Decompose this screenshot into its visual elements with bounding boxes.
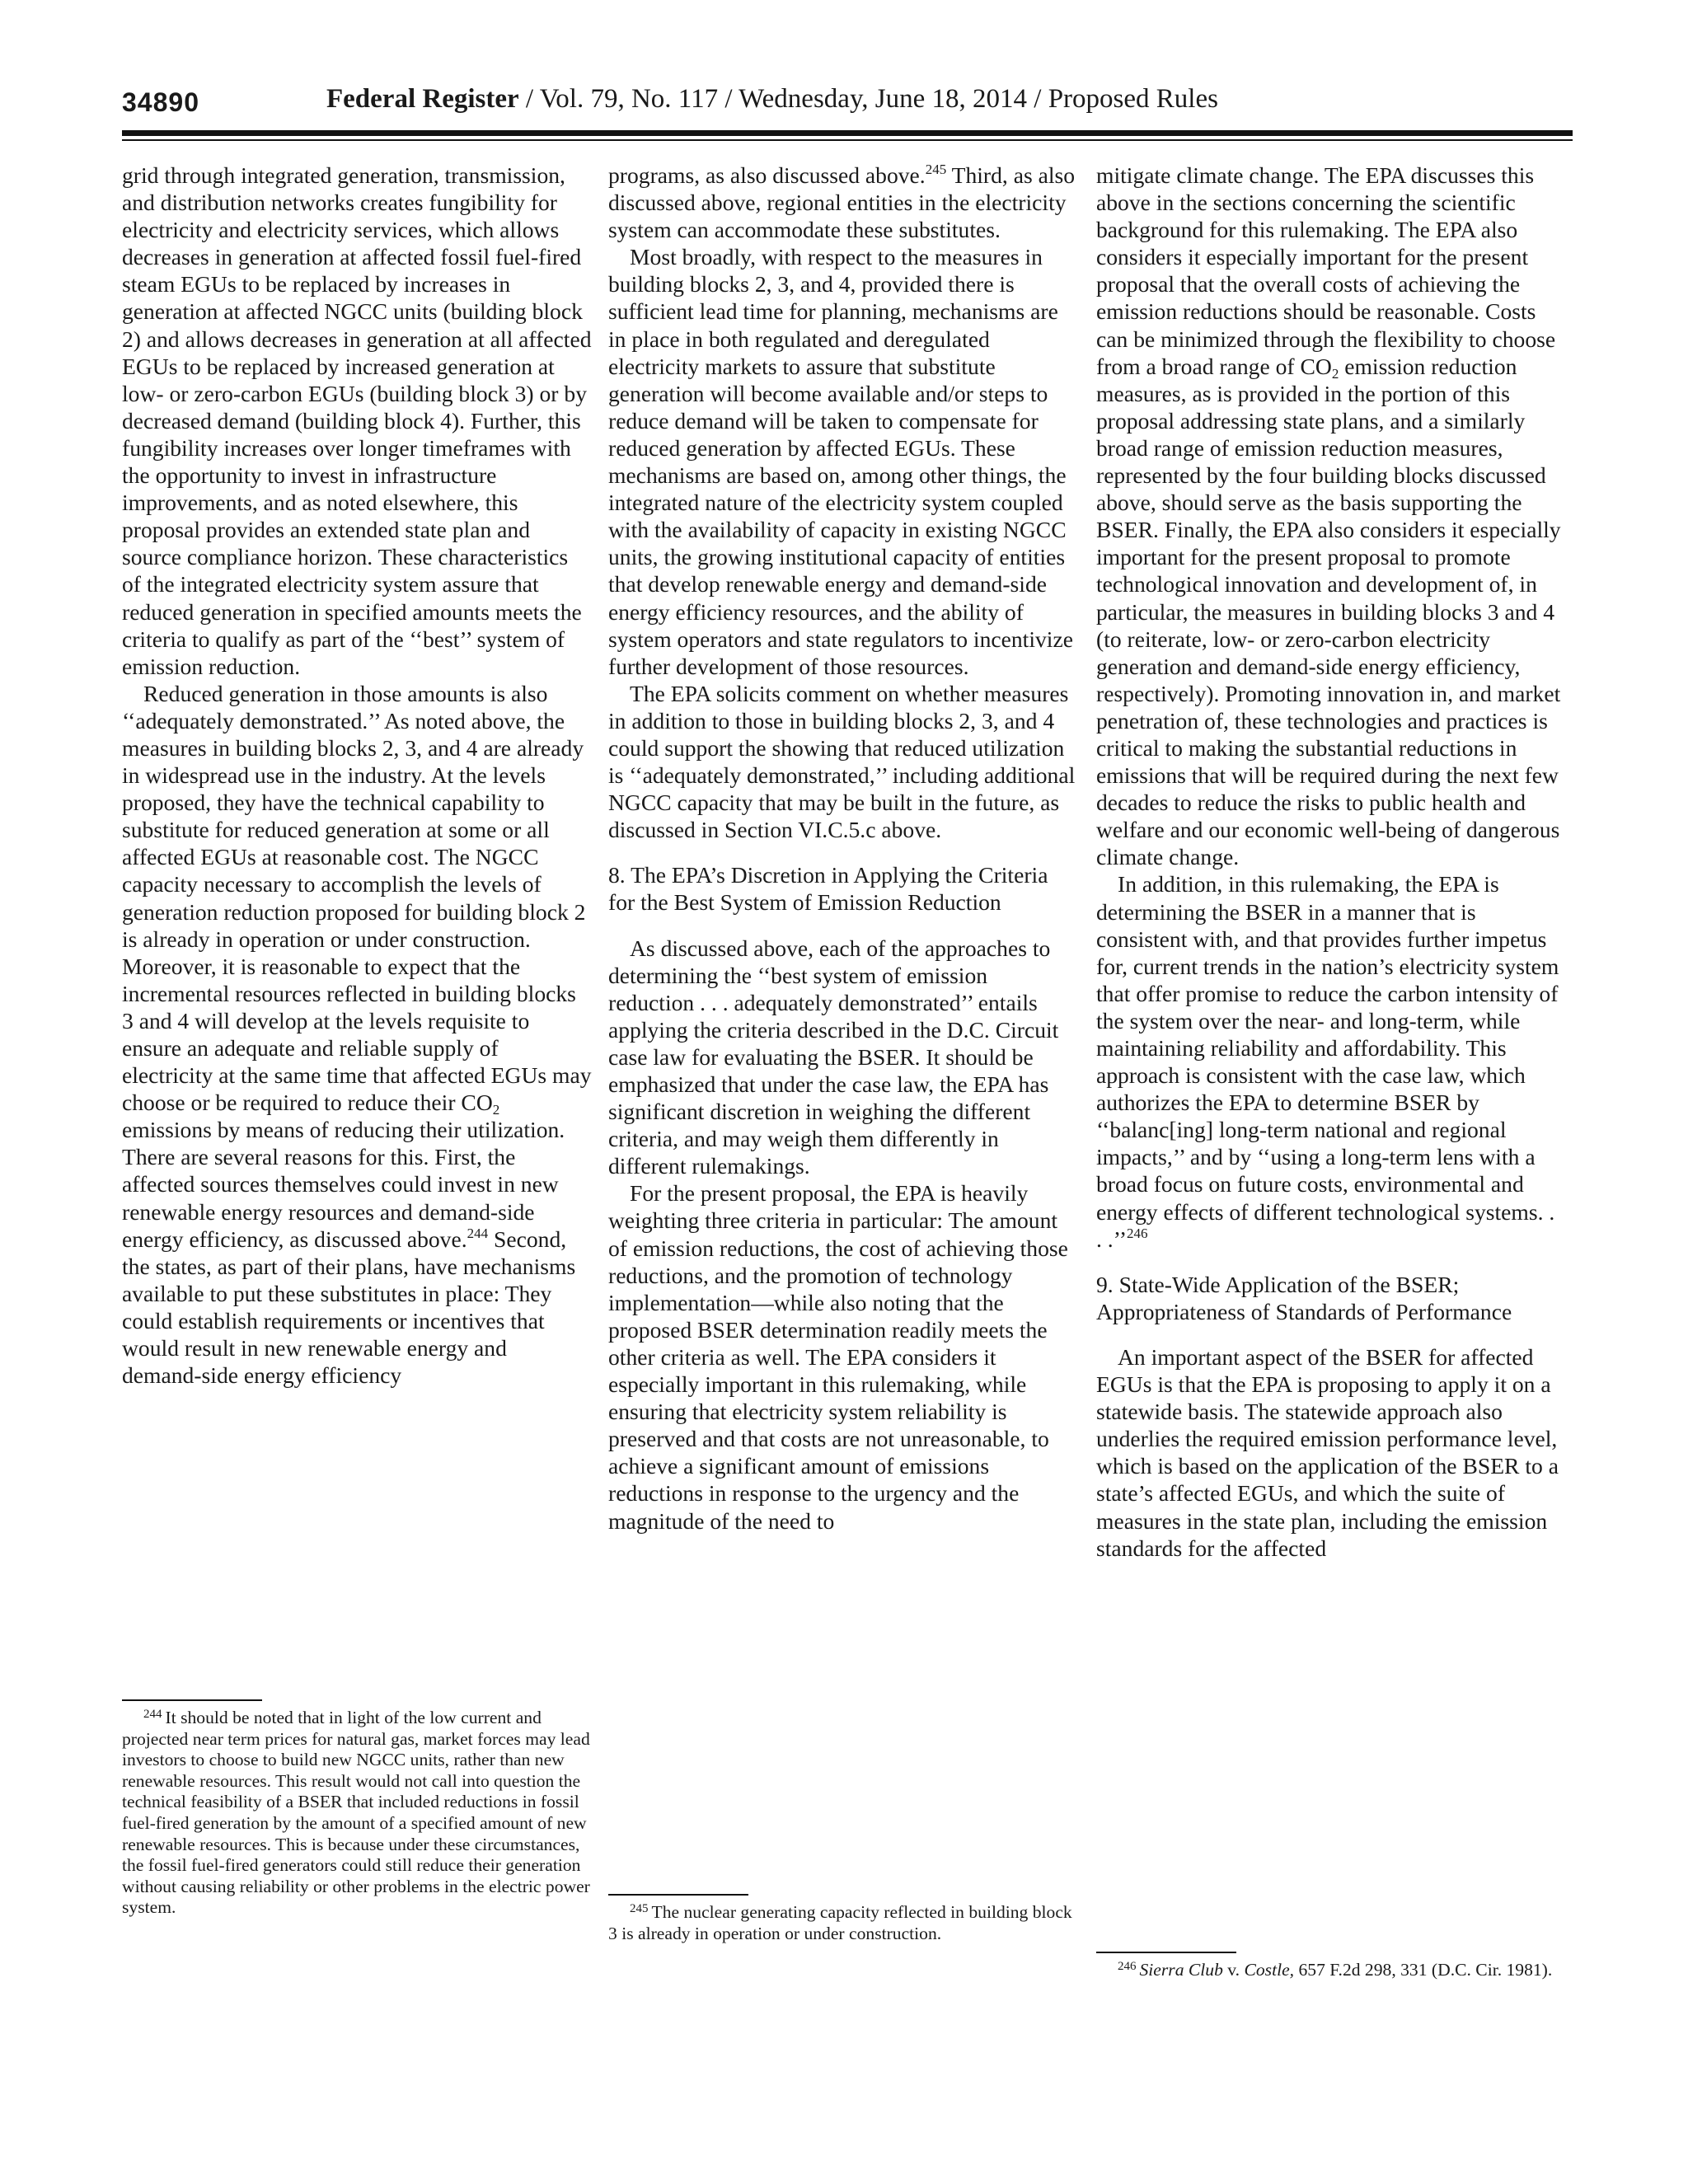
footnote-text <box>122 1708 592 1919</box>
paragraph <box>1096 162 1566 870</box>
paragraph: For the present proposal, the EPA is heavily weighting three criteria in particular: The amount of emission reductions, the cost of achieving those reductions, and the promotion of technology implementation—while also noting that the proposed BSER determination readily meets the other criteria as well. The EPA considers it especially important in this rulemaking, while ensuring that electricity system reliability is preserved and that costs are not unreasonable, to achieve a significant amount of emissions reductions in response to the urgency and the magnitude of the need to <box>608 1180 1068 1534</box>
footnote-ref-245: 245 <box>925 162 947 177</box>
text-run: In addition, in this rulemaking, the EPA is determining the BSER in a manner that is consistent with, and that provides further impetus for, current trends in the nation’s electricity system that offer promise to reduce the carbon intensity of the system over the near- and long-term, while maintaining reliability and affordability. This approach is consistent with the case law, which authorizes the EPA to determine BSER by ‘‘balanc[ing] long-term national and regional impacts,’’ and by ‘‘using a long-term lens with a broad focus on future costs, environmental and energy effects of different technological systems. . . .’’ <box>1096 871 1559 1252</box>
subscript: 2 <box>492 1102 500 1118</box>
footnote-text <box>1096 1960 1566 1981</box>
issue-details: / Vol. 79, No. 117 / Wednesday, June 18, 2014 / Proposed Rules <box>518 84 1218 114</box>
footnote-text <box>608 1902 1078 1944</box>
column-1 <box>122 162 592 1389</box>
paragraph: The EPA solicits comment on whether measures in addition to those in building blocks 2, 3, and 4 could support the showing that reduced utilization is ‘‘adequately demonstrated,’’ including additional NGCC capacity that may be built in the future, as discussed in Section VI.C.5.c above. <box>608 680 1076 843</box>
text-run: Third, as also discussed above, regional entities in the electricity system can accommodate these substitutes. <box>608 162 1076 243</box>
text-run: mitigate climate change. The EPA discusses this above in the sections concerning the scientific background for this rulemaking. The EPA also considers it especially important for the present proposal that the overall costs of achieving the emission reductions should be reasonable. Costs can be minimized through the flexibility to choose from a broad range of CO <box>1096 162 1556 379</box>
section-heading-8: 8. The EPA’s Discretion in Applying the Criteria for the Best System of Emission Reduction <box>608 862 1048 916</box>
footnote-number: 244 <box>143 1708 162 1721</box>
paragraph: grid through integrated generation, transmission, and distribution networks creates fungibility for electricity and electricity services, which allows decreases in generation at affected fossil fuel-fired steam EGUs to be replaced by increases in generation at affected NGCC units (building block 2) and allows decreases in generation at all affected EGUs to be replaced by increased generation at low- or zero-carbon EGUs (building block 3) or by decreased demand (building block 4). Further, this fungibility increases over longer timeframes with the opportunity to invest in infrastructure improvements, and as noted elsewhere, this proposal provides an extended state plan and source compliance horizon. These characteristics of the integrated electricity system assure that reduced generation in specified amounts meets the criteria to qualify as part of the ‘‘best’’ system of emission reduction. <box>122 162 592 679</box>
subscript: 2 <box>1331 365 1339 382</box>
footnote-number: 245 <box>630 1902 649 1915</box>
text-run: Reduced generation in those amounts is also ‘‘adequately demonstrated.’’ As noted above, the measures in building blocks 2, 3, and 4 are already in widespread use in the industry. At the levels proposed, they have the technical capability to substitute for reduced generation at some or all affected EGUs at reasonable cost. The NGCC capacity necessary to accomplish the levels of generation reduction proposed for building block 2 is already in operation or under construction. Moreover, it is reasonable to expect that the incremental resources reflected in building blocks 3 and 4 will develop at the levels requisite to ensure an adequate and reliable supply of electricity at the same time that affected EGUs may choose or be required to reduce their CO <box>122 680 592 1116</box>
column-3 <box>1096 162 1566 1562</box>
page-number: 34890 <box>122 87 199 117</box>
footnote-ref-246: 246 <box>1127 1225 1148 1241</box>
footnote-rule <box>1096 1952 1236 1953</box>
citation: 657 F.2d 298, 331 (D.C. Cir. 1981). <box>1294 1960 1553 1980</box>
paragraph: An important aspect of the BSER for affected EGUs is that the EPA is proposing to apply it on a statewide basis. The statewide approach also underlies the required emission performance level, which is based on the application of the BSER to a state’s affected EGUs, and which the suite of measures in the state plan, including the emission standards for the affected <box>1096 1343 1559 1561</box>
case-name: Sierra Club <box>1139 1960 1223 1980</box>
text-run: It should be noted that in light of the low current and projected near term prices for natural gas, market forces may lead investors to choose to build new NGCC units, rather than new renewable resources. This result would not call into question the technical feasibility of a BSER that included reductions in fossil fuel-fired generation by the amount of a specified amount of new renewable resources. This is because under these circumstances, the fossil fuel-fired generators could still reduce their generation without causing reliability or other problems in the electric power system. <box>122 1708 590 1918</box>
column-2 <box>608 162 1078 1535</box>
section-heading-9: 9. State-Wide Application of the BSER; Appropriateness of Standards of Performance <box>1096 1271 1512 1324</box>
footnote-245 <box>608 1894 1078 1944</box>
paragraph <box>122 680 592 1389</box>
paragraph <box>1096 870 1566 1252</box>
publication-title: Federal Register <box>326 84 519 114</box>
masthead <box>326 84 1480 115</box>
footnote-ref-244: 244 <box>467 1225 489 1241</box>
text-run: programs, as also discussed above. <box>608 162 926 188</box>
text-run: v. <box>1222 1960 1245 1980</box>
paragraph: Most broadly, with respect to the measures in building blocks 2, 3, and 4, provided there is sufficient lead time for planning, mechanisms are in place in both regulated and deregulated electricity markets to assure that substitute generation will become available and/or steps to reduce demand will be taken to compensate for reduced generation by affected EGUs. These mechanisms are based on, among other things, the integrated nature of the electricity system coupled with the availability of capacity in existing NGCC units, the growing institutional capacity of entities that develop renewable energy and demand-side energy efficiency resources, and the ability of system operators and state regulators to incentivize further development of those resources. <box>608 244 1073 679</box>
paragraph <box>608 162 1078 243</box>
text-run: The nuclear generating capacity reflected in building block 3 is already in operation or under construction. <box>608 1902 1072 1943</box>
footnote-244 <box>122 1699 592 1919</box>
text-run: emission reduction measures, as is provided in the portion of this proposal addressing state plans, and a similarly broad range of emission reduction measures, represented by the four building blocks discussed above, should serve as the basis supporting the BSER. Finally, the EPA also considers it especially important for the present proposal to promote technological innovation and development of, in particular, the measures in building blocks 3 and 4 (to reiterate, low- or zero-carbon electricity generation and demand-side energy efficiency, respectively). Promoting innovation in, and market penetration of, these technologies and practices is critical to making the substantial reductions in emissions that will be required during the next few decades to reduce the risks to public health and welfare and our economic well-being of dangerous climate change. <box>1096 353 1561 870</box>
header-rule-thick <box>122 130 1573 136</box>
text-run: emissions by means of reducing their utilization. There are several reasons for this. First, the affected sources themselves could invest in new renewable energy resources and demand-side energy efficiency, as discussed above. <box>122 1117 565 1252</box>
page-header <box>122 82 1573 129</box>
paragraph: As discussed above, each of the approaches to determining the ‘‘best system of emission reduction . . . adequately demonstrated’’ entails applying the criteria described in the D.C. Circuit case law for evaluating the BSER. It should be emphasized that under the case law, the EPA has significant discretion in weighing the different criteria, and may weigh them differently in different rulemakings. <box>608 935 1059 1179</box>
footnote-number: 246 <box>1118 1960 1137 1973</box>
footnote-rule <box>608 1894 748 1896</box>
text-run: Second, the states, as part of their plans, have mechanisms available to put these substitutes in place: They could establish requirements or incentives that would result in new renewable energy and demand-side energy efficiency <box>122 1226 576 1389</box>
header-rule-thin <box>122 139 1573 141</box>
footnote-246 <box>1096 1952 1566 1981</box>
footnote-rule <box>122 1699 262 1701</box>
case-party: Costle, <box>1244 1960 1295 1980</box>
